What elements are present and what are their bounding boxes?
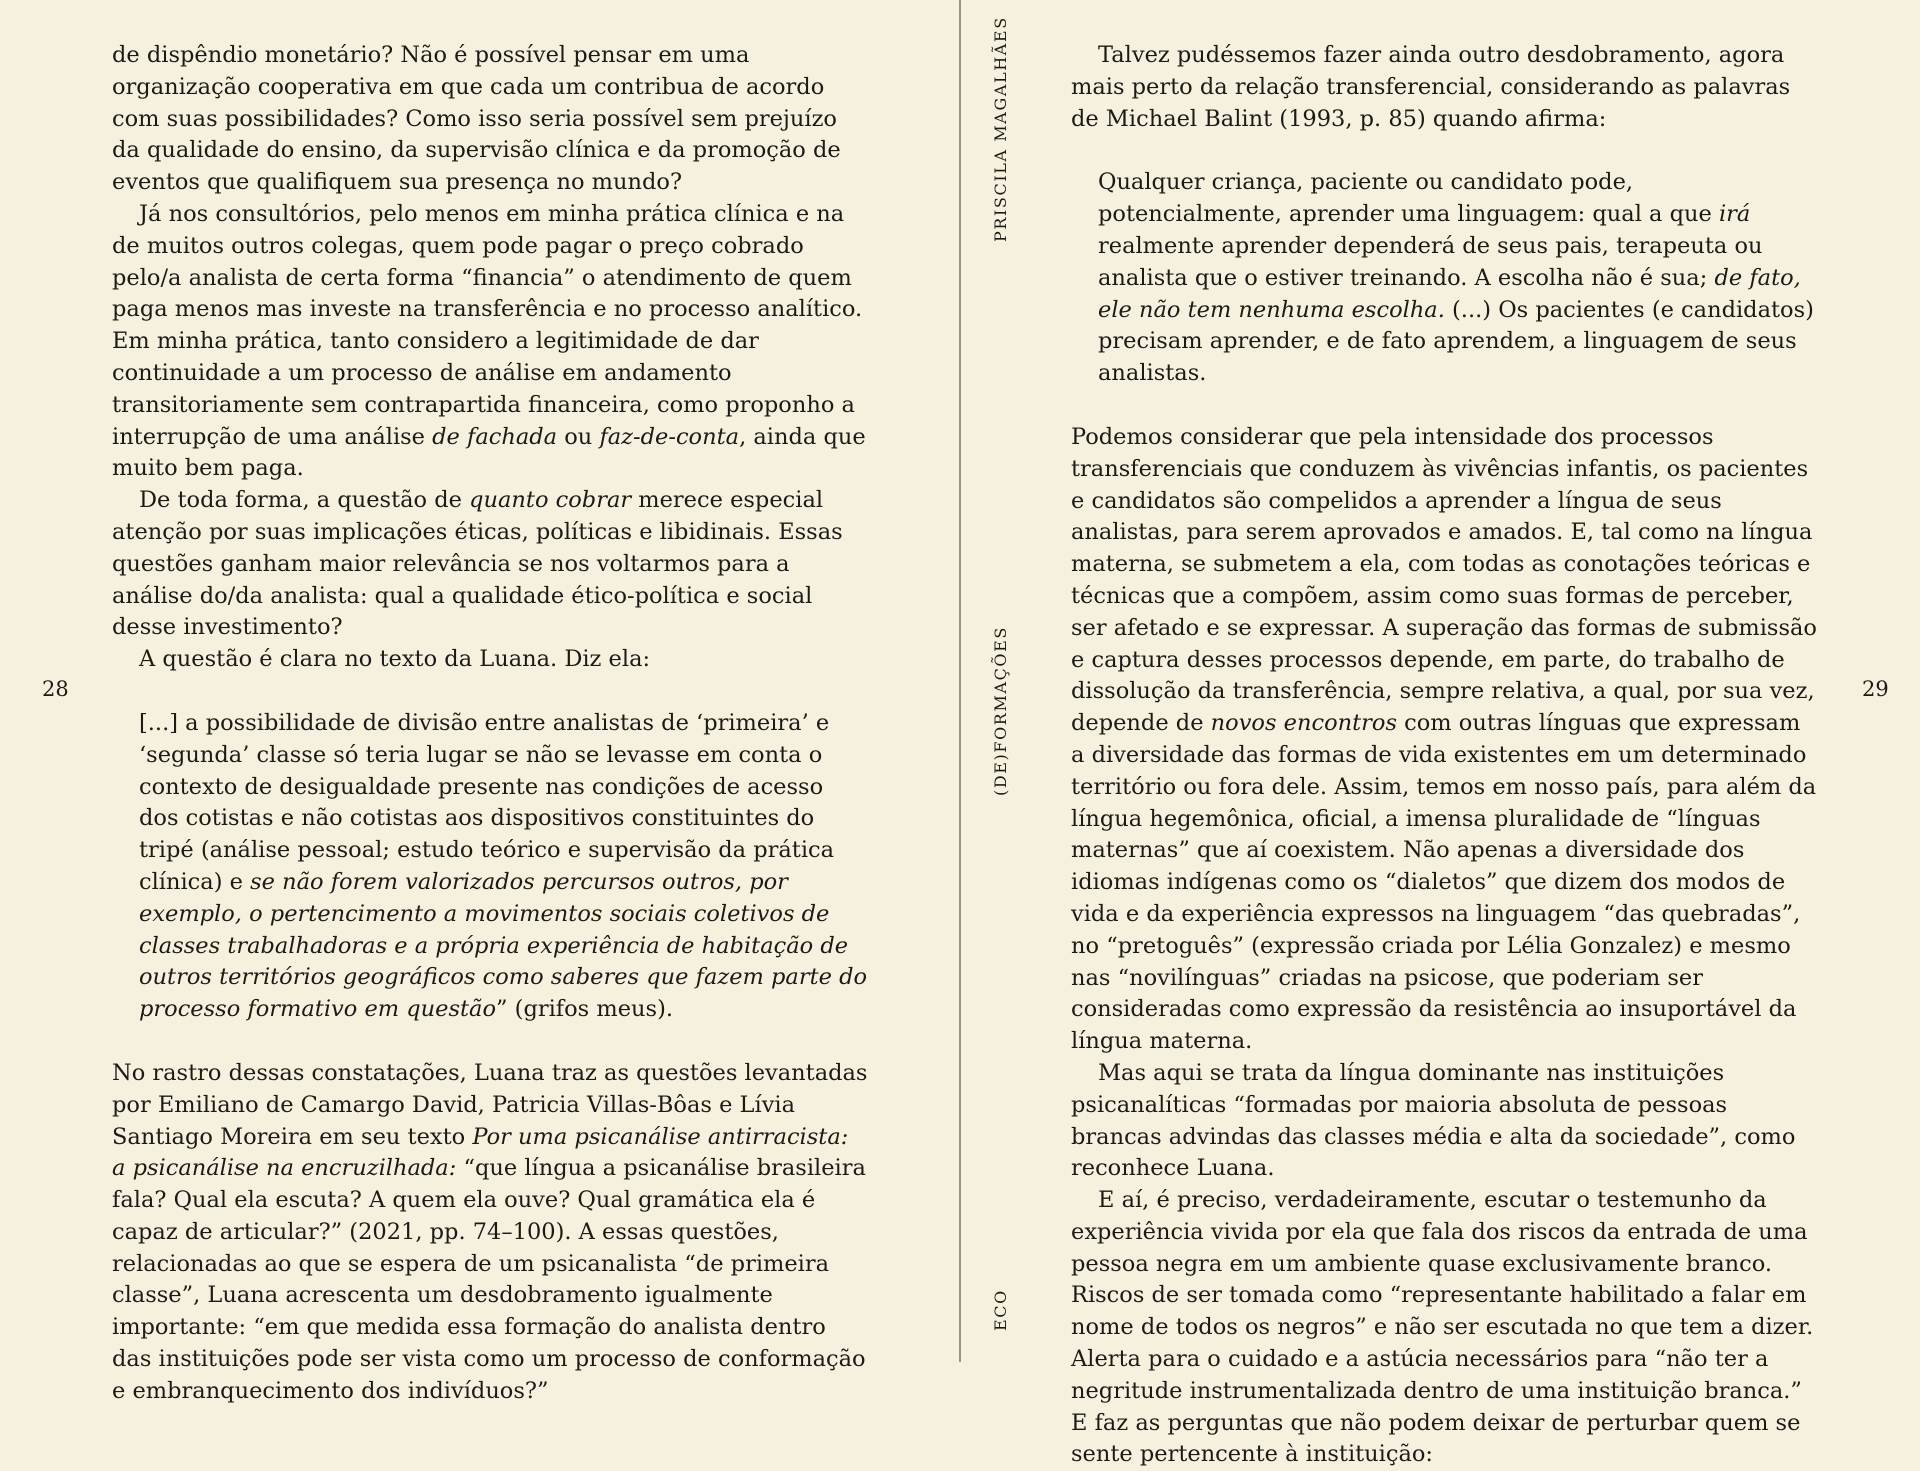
text-run: Talvez pudéssemos fazer ainda outro desdobramento, agora mais perto da relação transferencial, considerando as palavras de Michael Balint (1993, p. 85) quando afirma:: [1071, 42, 1791, 132]
left-body-text: [112, 40, 868, 1408]
text-run: “que língua a psicanálise brasileira fala? Qual ela escuta? A quem ela ouve? Qual gramática ela é capaz de articular?” (2021, pp. 74–100). A essas questões, relacionadas ao que se espera de um psicanalista “de primeira classe”, Luana acrescenta um desdobramento igualmente importante: “em que medida essa formação do analista dentro das instituições pode ser vista como um processo de conformação e embranquecimento dos indivíduos?”: [112, 1155, 866, 1404]
paragraph: [112, 199, 868, 485]
paragraph: [1071, 1058, 1819, 1185]
quote-paragraph: [1098, 167, 1819, 390]
right-page: [961, 0, 1920, 1468]
paragraph: [1071, 1185, 1819, 1471]
italic-text: irá: [1718, 201, 1751, 228]
text-run: Já nos consultórios, pelo menos em minha prática clínica e na de muitos outros colegas, quem pode pagar o preço cobrado pelo/a analista de certa forma “financia” o atendimento de quem paga menos mas investe na transferência e no processo analítico. Em minha prática, tanto considero a legitimidade de dar continuidade a um processo de análise em andamento transitoriamente sem contrapartida financeira, como proponho a interrupção de uma análise: [112, 200, 863, 450]
quote-paragraph: [139, 708, 868, 1026]
italic-text: quanto cobrar: [469, 487, 632, 514]
text-run: , ainda que muito bem paga.: [112, 423, 866, 482]
paragraph: [112, 1058, 868, 1408]
paragraph: [1071, 40, 1819, 135]
text-run: ” (grifos meus).: [496, 996, 673, 1023]
left-page: [0, 0, 960, 1404]
block-quote: [1098, 167, 1819, 390]
running-head-author: PRISCILA MAGALHÃES: [991, 16, 1010, 242]
text-run: Qualquer criança, paciente ou candidato pode, potencialmente, aprender uma linguagem: qual a que: [1098, 169, 1719, 228]
page-number: 28: [42, 677, 69, 701]
paragraph: [1071, 422, 1819, 1058]
text-run: De toda forma, a questão de: [139, 487, 470, 514]
paragraph: [112, 40, 868, 199]
italic-text: faz-de-conta: [599, 423, 740, 450]
text-run: E aí, é preciso, verdadeiramente, escutar o testemunho da experiência vivida por ela que fala dos riscos da entrada de uma pessoa negra em um ambiente quase exclusivamente branco. Riscos de ser tomada como “representante habilitado a falar em nome de todos os negros” e não ser escutada no que tem a dizer. Alerta para o cuidado e a astúcia necessários para “não ter a negritude instrumentalizada dentro de uma instituição branca.” E faz as perguntas que não podem deixar de perturbar quem se sente pertencente à instituição:: [1071, 1187, 1814, 1468]
text-run: [...] a possibilidade de divisão entre analistas de ‘primeira’ e ‘segunda’ classe só teria lugar se não se levasse em conta o contexto de desigualdade presente nas condições de acesso dos cotistas e não cotistas aos dispositivos constituintes do tripé (análise pessoal; estudo teórico e supervisão da prática clínica) e: [139, 709, 835, 895]
page-number: 29: [1862, 677, 1889, 701]
text-run: Podemos considerar que pela intensidade dos processos transferenciais que conduzem às vivências infantis, os pacientes e candidatos são compelidos a aprender a língua de seus analistas, para serem aprovados e amados. E, tal como na língua materna, se submetem a ela, com todas as conotações teóricas e técnicas que a compõem, assim como suas formas de perceber, ser afetado e se expressar. A superação das formas de submissão e captura desses processos depende, em parte, do trabalho de dissolução da transferência, sempre relativa, a qual, por sua vez, depende de: [1071, 423, 1817, 737]
paragraph: [112, 644, 868, 676]
italic-text: Por uma psicanálise antirracista: a psicanálise na encruzilhada:: [112, 1123, 849, 1182]
italic-text: novos encontros: [1210, 710, 1397, 737]
text-run: de dispêndio monetário? Não é possível pensar em uma organização cooperativa em que cada um contribua de acordo com suas possibilidades? Como isso seria possível sem prejuízo da qualidade do ensino, da supervisão clínica e da promoção de eventos que qualifiquem sua presença no mundo?: [112, 42, 841, 196]
block-quote: [139, 708, 868, 1026]
italic-text: se não forem valorizados percursos outros, por exemplo, o pertencimento a movimentos sociais coletivos de classes trabalhadoras e a própria experiência de habitação de outros territórios geográficos como saberes que fazem parte do processo formativo em questão: [139, 868, 868, 1023]
text-run: com outras línguas que expressam a diversidade das formas de vida existentes em um determinado território ou fora dele. Assim, temos em nosso país, para além da língua hegemônica, oficial, a imensa pluralidade de “línguas maternas” que aí coexistem. Não apenas a diversidade dos idiomas indígenas como os “dialetos” que dizem dos modos de vida e da experiência expressos na linguagem “das quebradas”, no “pretoguês” (expressão criada por Lélia Gonzalez) e mesmo nas “novilínguas” criadas na psicose, que poderiam ser consideradas como expressão da resistência ao insuportável da língua materna.: [1071, 710, 1817, 1055]
italic-text: de fachada: [432, 423, 558, 450]
text-run: merece especial atenção por suas implicações éticas, políticas e libidinais. Essas questões ganham maior relevância se nos voltarmos para a análise do/da analista: qual a qualidade ético-política e social desse investimento?: [112, 487, 843, 641]
text-run: realmente aprender dependerá de seus pais, terapeuta ou analista que o estiver treinando. A escolha não é sua;: [1098, 232, 1763, 291]
text-run: ou: [557, 423, 600, 450]
italic-text: de fato, ele não tem nenhuma escolha.: [1098, 264, 1801, 323]
text-run: (...) Os pacientes (e candidatos) precisam aprender, e de fato aprendem, a linguagem de seus analistas.: [1098, 296, 1814, 387]
running-head-series: ECO: [991, 1289, 1010, 1331]
running-head-title: (DE)FORMAÇÕES: [991, 626, 1010, 796]
right-body-text: [1071, 40, 1819, 1471]
text-run: A questão é clara no texto da Luana. Diz ela:: [139, 646, 651, 673]
paragraph: [112, 485, 868, 644]
text-run: No rastro dessas constatações, Luana traz as questões levantadas por Emiliano de Camargo David, Patricia Villas-Bôas e Lívia Santiago Moreira em seu texto: [112, 1059, 868, 1150]
text-run: Mas aqui se trata da língua dominante nas instituições psicanalíticas “formadas por maioria absoluta de pessoas brancas advindas das classes média e alta da sociedade”, como reconhece Luana.: [1071, 1059, 1796, 1182]
